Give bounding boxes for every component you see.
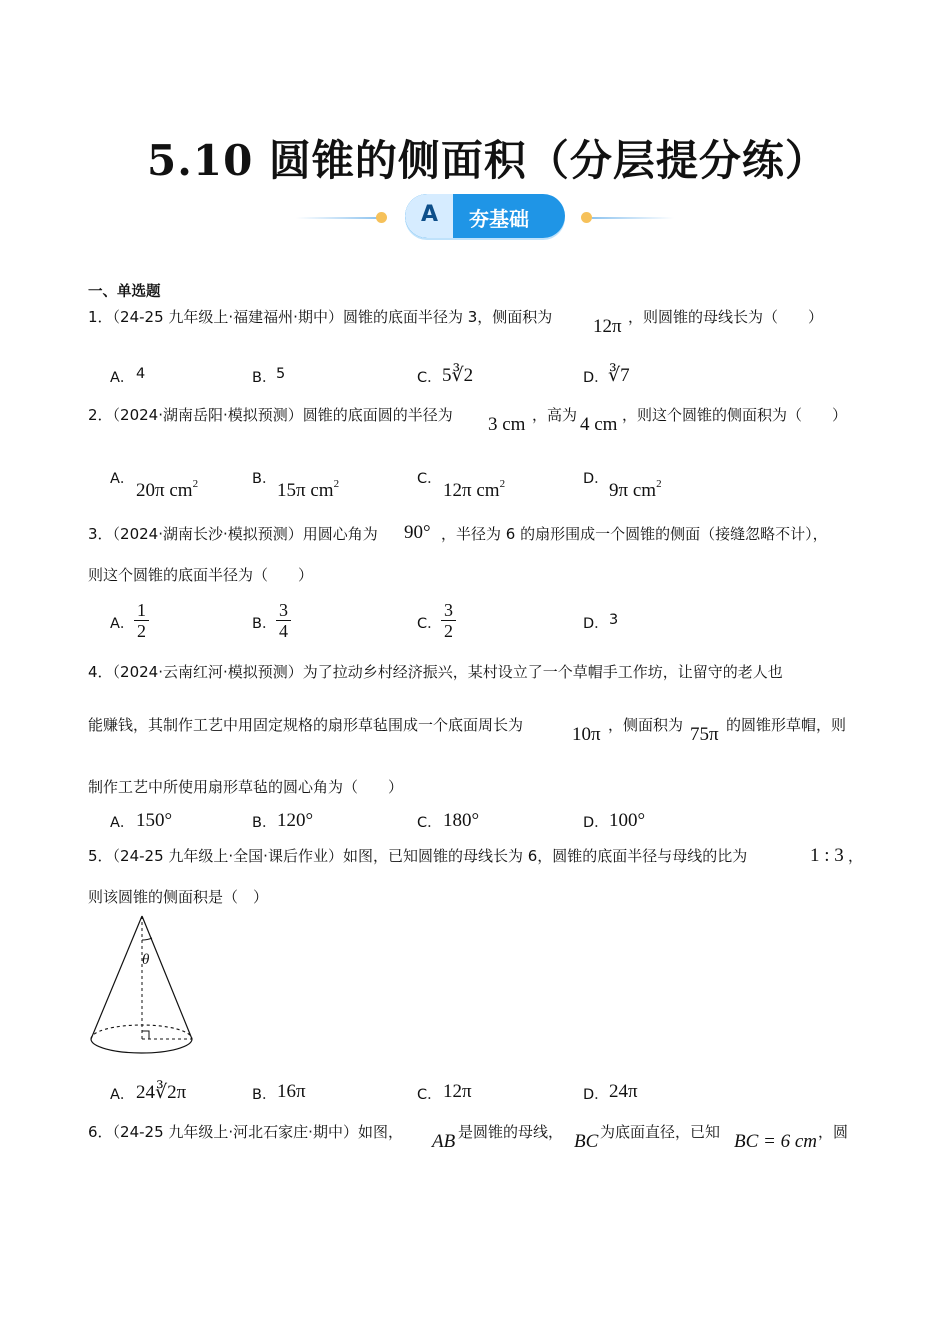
option-a: A． <box>110 1087 135 1103</box>
option-d-value: 9π $cm^2$ <box>609 478 662 501</box>
option-b: B． <box>252 471 277 487</box>
question-text: 圆锥的底面圆的半径为 <box>302 406 453 424</box>
option-a: A． <box>110 815 135 831</box>
option-a: A． <box>110 616 135 632</box>
option-d: D． <box>583 471 609 487</box>
math-expr: 1 : 3 <box>810 845 844 866</box>
math-expr: 3 cm <box>488 414 526 435</box>
option-b-value: 15π $cm^2$ <box>277 478 340 501</box>
option-d-value: 24π <box>609 1081 638 1102</box>
option-b-value: $\frac{3}{4}$ <box>276 600 291 641</box>
math-expr: 12π <box>593 316 622 337</box>
question-1 <box>88 306 552 327</box>
option-d-value: ∛7 <box>608 365 630 386</box>
question-text-line2: 则这个圆锥的底面半径为（ ） <box>88 566 314 584</box>
option-c: C． <box>417 616 442 632</box>
question-text: ，高为 <box>532 406 578 424</box>
option-c: C． <box>417 1087 442 1103</box>
question-source: （24-25 九年级上·河北石家庄·期中） <box>112 1123 358 1141</box>
question-text: 的圆锥形草帽，则 <box>726 716 847 734</box>
decor-dot-left <box>376 212 387 223</box>
math-expr: BC = 6 cm <box>734 1131 818 1152</box>
option-c: C． <box>417 370 442 386</box>
option-d: D． <box>583 1087 609 1103</box>
math-expr: BC <box>574 1131 599 1152</box>
question-text: 如图， <box>357 1123 403 1141</box>
option-d: D． <box>583 815 609 831</box>
question-3 <box>88 523 378 544</box>
question-text-line3: 制作工艺中所使用扇形草毡的圆心角为（ ） <box>88 778 404 796</box>
question-source: （24-25 九年级上·全国·课后作业） <box>112 847 343 865</box>
option-a-value: 150° <box>136 810 173 831</box>
badge-text: 夯基础 <box>469 207 529 231</box>
option-b-value: 16π <box>277 1081 306 1102</box>
right-angle-mark <box>142 1031 149 1039</box>
option-d-value: 100° <box>609 810 646 831</box>
math-expr: 90° <box>404 522 431 543</box>
cone-left-edge <box>91 916 142 1039</box>
option-a-value: $\frac{1}{2}$ <box>134 600 149 641</box>
decor-line-left <box>296 217 378 219</box>
question-text: ，圆 <box>818 1123 849 1141</box>
option-c: C． <box>417 471 442 487</box>
option-c-value: 12π <box>443 1081 472 1102</box>
cone-figure <box>86 912 198 1062</box>
question-text: ，则这个圆锥的侧面积为（ ） <box>622 406 848 424</box>
theta-label: θ <box>142 952 150 968</box>
question-number: 4． <box>88 663 113 681</box>
option-d: D． <box>583 616 609 632</box>
option-b: B． <box>252 815 277 831</box>
option-c-value: $\frac{3}{2}$ <box>441 600 456 641</box>
question-text: ，侧面积为 <box>608 716 684 734</box>
cone-right-edge <box>142 916 192 1039</box>
badge-letter: A <box>421 202 439 227</box>
question-source: （2024·云南红河·模拟预测） <box>112 663 303 681</box>
option-a-value: 20π $cm^2$ <box>136 478 199 501</box>
question-text: ，则圆锥的母线长为（ ） <box>628 308 824 326</box>
question-number: 2． <box>88 406 113 424</box>
math-expr: 75π <box>690 724 719 745</box>
question-number: 1． <box>88 308 113 326</box>
option-c-value: 5∛2 <box>442 365 474 386</box>
question-source: （2024·湖南长沙·模拟预测） <box>112 525 303 543</box>
section-heading: 一、单选题 <box>88 284 161 300</box>
option-b: B． <box>252 370 277 386</box>
question-text-line2: 能赚钱，其制作工艺中用固定规格的扇形草毡围成一个底面周长为 <box>88 716 524 734</box>
question-text: ，半径为 6 的扇形围成一个圆锥的侧面（接缝忽略不计）， <box>441 525 828 543</box>
level-badge <box>405 194 565 238</box>
option-b: B． <box>252 616 277 632</box>
option-a: A． <box>110 370 135 386</box>
option-a-value: 24∛2π <box>136 1082 187 1103</box>
option-b: B． <box>252 1087 277 1103</box>
option-b-value: 120° <box>277 810 314 831</box>
option-d-value: 3 <box>609 612 619 628</box>
page-title: 5.10 圆锥的侧面积（分层提分练） <box>147 136 828 185</box>
question-source: （2024·湖南岳阳·模拟预测） <box>112 406 303 424</box>
question-text-line2: 则该圆锥的侧面积是（ ） <box>88 888 269 906</box>
option-a-value: 4 <box>136 366 146 382</box>
decor-line-right <box>592 217 674 219</box>
question-text: 为了拉动乡村经济振兴，某村设立了一个草帽手工作坊，让留守的老人也 <box>302 663 783 681</box>
question-text: 圆锥的底面半径为 3，侧面积为 <box>342 308 553 326</box>
question-2 <box>88 404 453 425</box>
question-text: 是圆锥的母线， <box>458 1123 564 1141</box>
question-number: 5． <box>88 847 113 865</box>
cone-base-front <box>91 1039 192 1053</box>
option-a: A． <box>110 471 135 487</box>
question-text: ， <box>848 847 864 865</box>
option-c: C． <box>417 815 442 831</box>
question-number: 6． <box>88 1123 113 1141</box>
decor-dot-right <box>581 212 592 223</box>
option-c-value: 12π $cm^2$ <box>443 478 506 501</box>
option-b-value: 5 <box>276 366 286 382</box>
question-text: 为底面直径，已知 <box>600 1123 721 1141</box>
angle-arc <box>142 938 152 940</box>
math-expr: 4 cm <box>580 414 618 435</box>
question-4 <box>88 661 783 682</box>
question-number: 3． <box>88 525 113 543</box>
question-text: 如图，已知圆锥的母线长为 6，圆锥的底面半径与母线的比为 <box>342 847 748 865</box>
question-6 <box>88 1121 403 1142</box>
question-source: （24-25 九年级上·福建福州·期中） <box>112 308 343 326</box>
question-text: 用圆心角为 <box>302 525 378 543</box>
math-expr: AB <box>432 1131 456 1152</box>
math-expr: 10π <box>572 724 601 745</box>
option-c-value: 180° <box>443 810 480 831</box>
question-5 <box>88 845 747 866</box>
option-d: D． <box>583 370 609 386</box>
